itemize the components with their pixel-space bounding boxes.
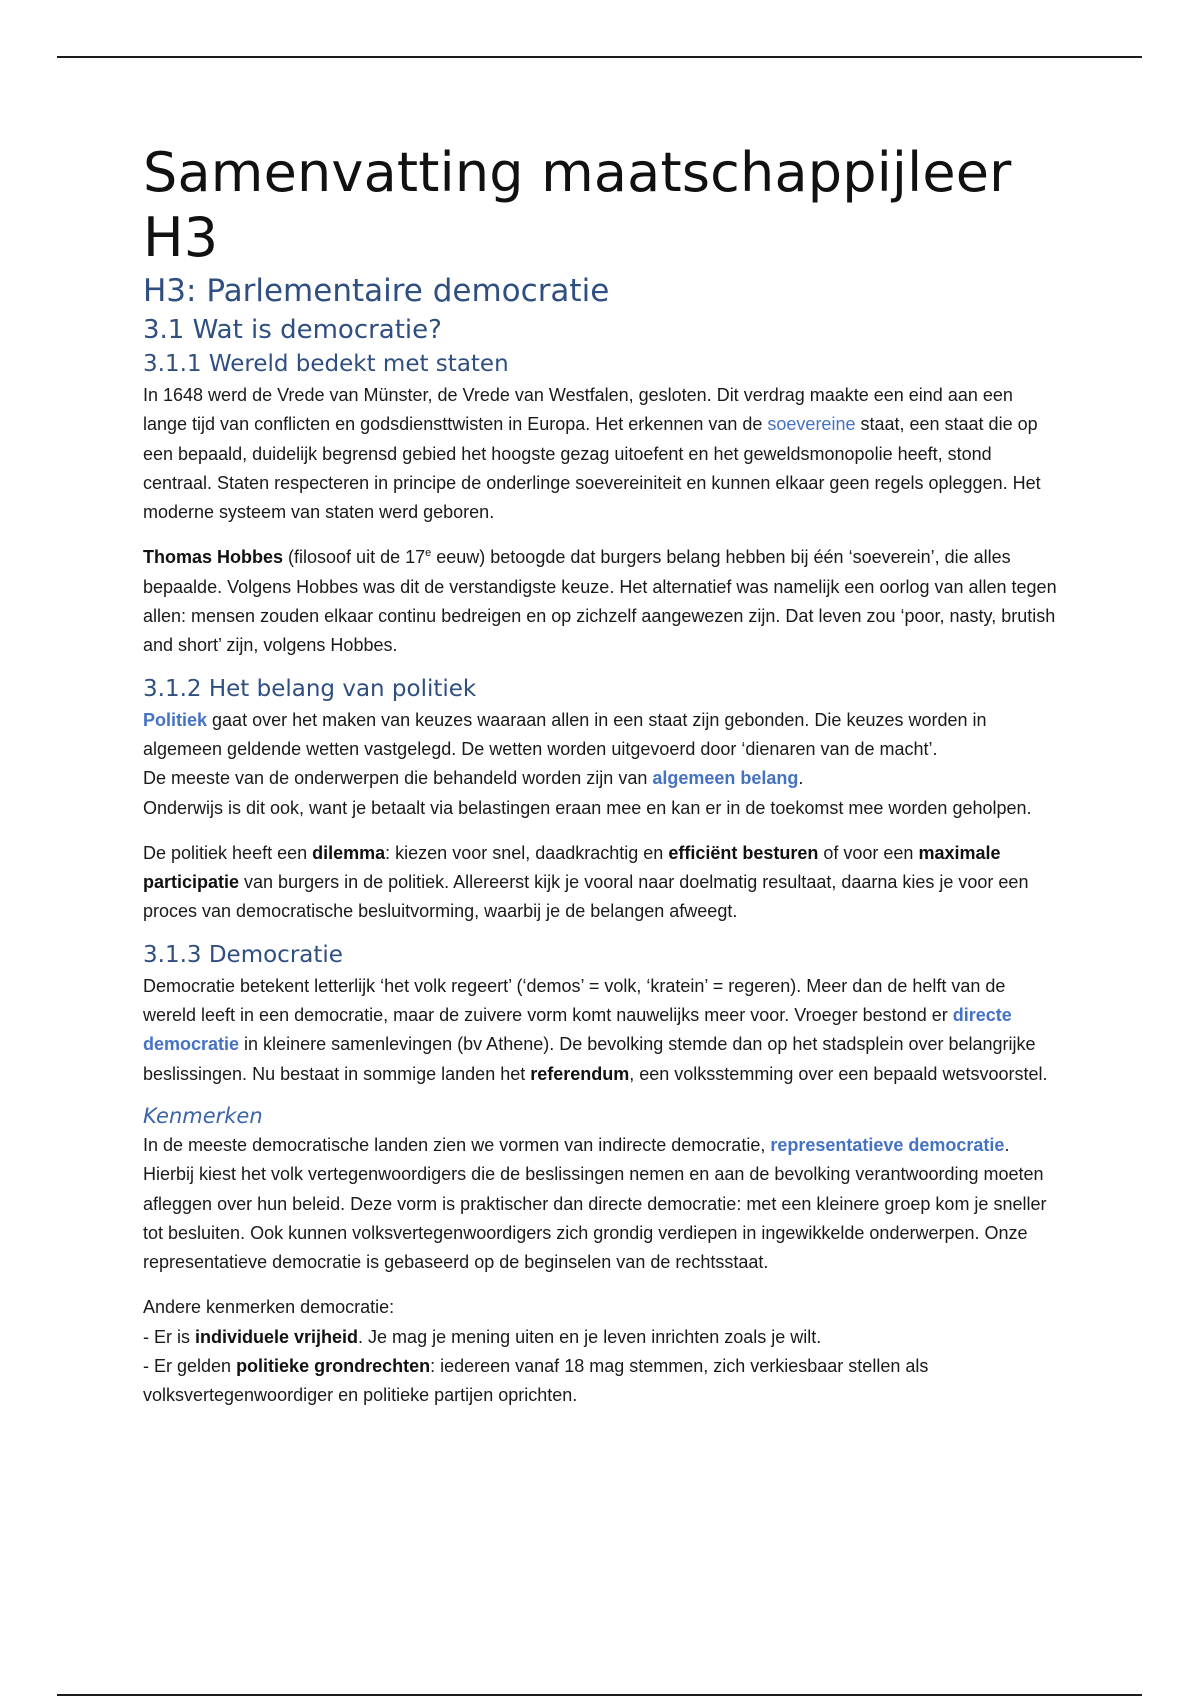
text-run: . Je mag je mening uiten en je leven inrichten zoals je wilt.	[358, 1326, 822, 1347]
text-run: (filosoof uit de 17	[283, 547, 426, 568]
text-run: staat, een staat die op een bepaald, duidelijk begrensd gebied het hoogste gezag uitoefent en het geweldsmonopolie heeft, stond centraal. Staten respecteren in principe de onderlinge soevereiniteit en kunnen elkaar geen regels opleggen. Het moderne systeem van staten werd geboren.	[143, 414, 1041, 523]
bold-maximale-participatie: maximale participatie	[143, 842, 1001, 893]
heading-3-1-2: 3.1.2 Het belang van politiek	[143, 675, 477, 702]
bold-dilemma: dilemma	[312, 842, 386, 863]
term-algemeen-belang: algemeen belang	[652, 768, 799, 789]
text-run: . Hierbij kiest het volk vertegenwoordigers die de beslissingen nemen en aan de bevolking verantwoording moeten afleggen over hun beleid. Deze vorm is praktischer dan directe democratie: met een kleinere groep kom je sneller tot besluiten. Ook kunnen volksvertegenwoordigers zich grondig verdiepen in ingewikkelde onderwerpen. Onze representatieve democratie is gebaseerd op de beginselen van de rechtsstaat.	[143, 1134, 1047, 1273]
bold-individuele-vrijheid: individuele vrijheid	[195, 1326, 359, 1347]
text-run: Democratie betekent letterlijk ‘het volk regeert’ (‘demos’ = volk, ‘kratein’ = regeren). Meer dan de helft van de wereld leeft in een democratie, maar de zuivere vorm komt nauwelijks meer voor. Vroeger bestond er	[143, 975, 1006, 1026]
text-run: De meeste van de onderwerpen die behandeld worden zijn van	[143, 768, 653, 789]
text-run: gaat over het maken van keuzes waaraan allen in een staat zijn gebonden. Die keuzes worden in algemeen geldende wetten vastgelegd. De wetten worden uitgevoerd door ‘dienaren van de macht’.	[143, 709, 987, 759]
document-title: Samenvatting maatschappijleer H3	[143, 141, 1012, 269]
heading-3-1: 3.1 Wat is democratie?	[143, 315, 442, 345]
heading-3-1-3: 3.1.3 Democratie	[143, 941, 343, 968]
text-run: : iedereen vanaf 18 mag stemmen, zich verkiesbaar stellen als volksvertegenwoordiger en politieke partijen oprichten.	[143, 1356, 929, 1406]
paragraph-algemeen-belang	[143, 764, 1058, 793]
text-run: , een volksstemming over een bepaald wetsvoorstel.	[629, 1063, 1048, 1084]
heading-kenmerken: Kenmerken	[143, 1103, 263, 1128]
paragraph-dilemma	[143, 839, 1058, 927]
document-page	[143, 140, 1058, 1411]
text-run: of voor een	[818, 842, 919, 863]
superscript: e	[425, 547, 432, 560]
paragraph-onderwijs: Onderwijs is dit ook, want je betaalt via belastingen eraan mee en kan er in de toekomst mee worden geholpen.	[143, 797, 1032, 818]
paragraph-representatieve-democratie	[143, 1131, 1058, 1277]
term-soevereine: soevereine	[767, 414, 856, 435]
paragraph-democratie	[143, 972, 1058, 1089]
paragraph-andere-kenmerken: Andere kenmerken democratie:	[143, 1297, 395, 1318]
bold-thomas-hobbes: Thomas Hobbes	[143, 547, 284, 568]
bold-politieke-grondrechten: politieke grondrechten	[236, 1356, 431, 1377]
text-run: eeuw) betoogde dat burgers belang hebben bij één ‘soeverein’, die alles bepaalde. Volgens Hobbes was dit de verstandigste keuze. Het alternatief was namelijk een oorlog van allen tegen allen: mensen zouden elkaar continu bedreigen en op zichzelf aangewezen zijn. Dat leven zou ‘poor, nasty, brutish and short’ zijn, volgens Hobbes.	[143, 547, 1057, 656]
term-representatieve-democratie: representatieve democratie	[770, 1134, 1005, 1155]
paragraph-hobbes	[143, 543, 1058, 660]
text-run: : kiezen voor snel, daadkrachtig en	[385, 842, 669, 863]
bold-efficient-besturen: efficiënt besturen	[668, 842, 819, 863]
text-run: De politiek heeft een	[143, 842, 313, 863]
list-item-individuele-vrijheid	[143, 1323, 1058, 1352]
text-run: - Er is	[143, 1326, 195, 1347]
text-run: .	[798, 768, 804, 789]
heading-h3-parlementaire-democratie: H3: Parlementaire democratie	[143, 273, 610, 309]
paragraph-westfalen	[143, 381, 1058, 527]
text-run: in kleinere samenlevingen (bv Athene). De bevolking stemde dan op het stadsplein over belangrijke beslissingen. Nu bestaat in sommige landen het	[143, 1034, 1036, 1084]
paragraph-politiek	[143, 706, 1058, 765]
list-item-politieke-grondrechten	[143, 1352, 1058, 1411]
text-run: van burgers in de politiek. Allereerst kijk je vooral naar doelmatig resultaat, daarna kies je voor een proces van democratische besluitvorming, waarbij je de belangen afweegt.	[143, 872, 1029, 922]
heading-3-1-1: 3.1.1 Wereld bedekt met staten	[143, 351, 509, 377]
text-run: In de meeste democratische landen zien we vormen van indirecte democratie,	[143, 1134, 771, 1155]
footer-rule	[57, 1694, 1142, 1696]
term-politiek: Politiek	[143, 709, 208, 730]
header-rule	[57, 56, 1142, 58]
text-run: - Er gelden	[143, 1356, 237, 1377]
bold-referendum: referendum	[530, 1063, 630, 1084]
text-run: In 1648 werd de Vrede van Münster, de Vrede van Westfalen, gesloten. Dit verdrag maakte een eind aan een lange tijd van conflicten en godsdiensttwisten in Europa. Het erkennen van de	[143, 385, 1013, 435]
term-directe-democratie: directe democratie	[143, 1005, 1012, 1055]
